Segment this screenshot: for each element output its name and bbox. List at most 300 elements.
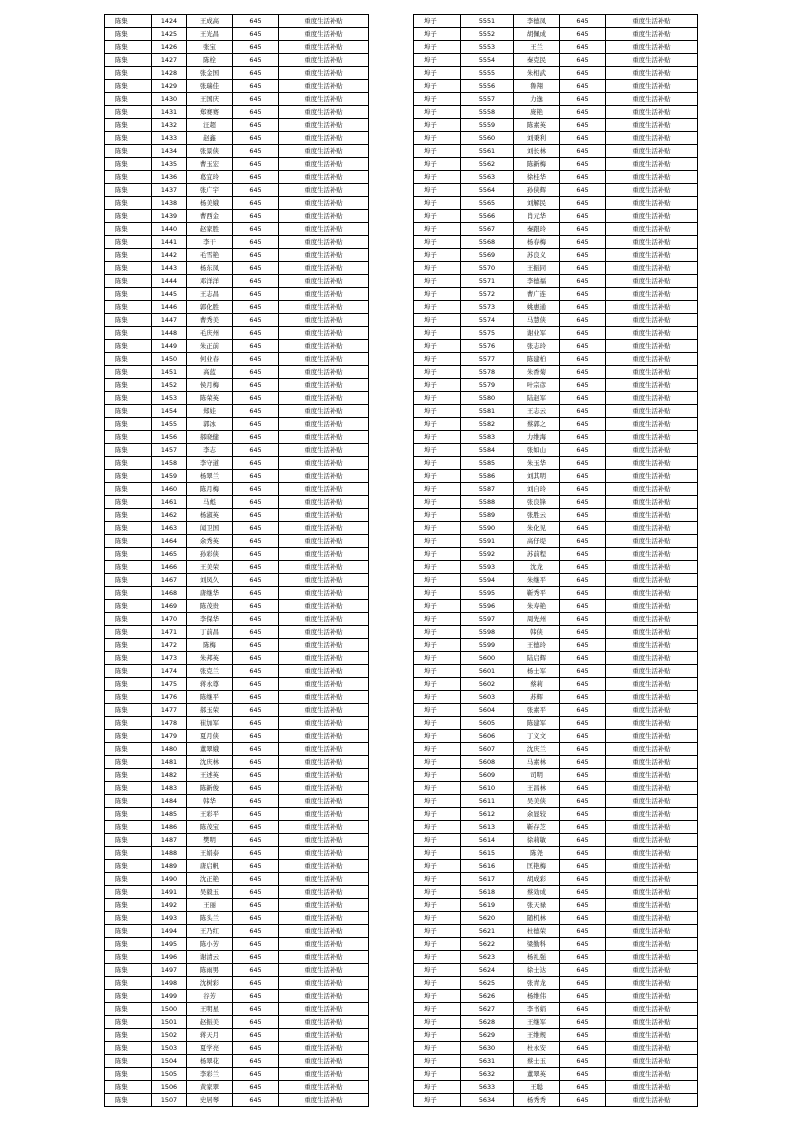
number-cell: 5555 bbox=[461, 67, 514, 80]
table-row bbox=[414, 145, 698, 158]
category-cell: 重度生活补贴 bbox=[279, 483, 369, 496]
name-cell: 张广宇 bbox=[187, 184, 233, 197]
town-cell: 埠子 bbox=[414, 1042, 461, 1055]
number-cell: 5594 bbox=[461, 574, 514, 587]
number-cell: 5590 bbox=[461, 522, 514, 535]
amount-cell: 645 bbox=[560, 483, 606, 496]
number-cell: 1461 bbox=[152, 496, 187, 509]
town-cell: 陈集 bbox=[105, 743, 152, 756]
number-cell: 1438 bbox=[152, 197, 187, 210]
category-cell: 重度生活补贴 bbox=[606, 860, 698, 873]
town-cell: 埠子 bbox=[414, 67, 461, 80]
left-table-body bbox=[105, 15, 369, 1107]
table-row bbox=[105, 275, 369, 288]
town-cell: 埠子 bbox=[414, 860, 461, 873]
category-cell: 重度生活补贴 bbox=[606, 223, 698, 236]
table-row bbox=[105, 80, 369, 93]
number-cell: 5568 bbox=[461, 236, 514, 249]
number-cell: 5589 bbox=[461, 509, 514, 522]
table-row bbox=[105, 535, 369, 548]
table-row bbox=[105, 41, 369, 54]
amount-cell: 645 bbox=[560, 808, 606, 821]
amount-cell: 645 bbox=[233, 327, 279, 340]
number-cell: 5630 bbox=[461, 1042, 514, 1055]
town-cell: 陈集 bbox=[105, 288, 152, 301]
table-row bbox=[414, 912, 698, 925]
amount-cell: 645 bbox=[233, 431, 279, 444]
number-cell: 1444 bbox=[152, 275, 187, 288]
table-row bbox=[105, 730, 369, 743]
number-cell: 1426 bbox=[152, 41, 187, 54]
name-cell: 李守道 bbox=[187, 457, 233, 470]
category-cell: 重度生活补贴 bbox=[606, 275, 698, 288]
number-cell: 5580 bbox=[461, 392, 514, 405]
number-cell: 5612 bbox=[461, 808, 514, 821]
amount-cell: 645 bbox=[233, 1029, 279, 1042]
category-cell: 重度生活补贴 bbox=[606, 444, 698, 457]
number-cell: 1454 bbox=[152, 405, 187, 418]
name-cell: 王振同 bbox=[514, 262, 560, 275]
amount-cell: 645 bbox=[233, 93, 279, 106]
name-cell: 唐启帆 bbox=[187, 860, 233, 873]
town-cell: 陈集 bbox=[105, 717, 152, 730]
table-row bbox=[414, 782, 698, 795]
table-row bbox=[105, 860, 369, 873]
amount-cell: 645 bbox=[560, 587, 606, 600]
number-cell: 5564 bbox=[461, 184, 514, 197]
town-cell: 埠子 bbox=[414, 691, 461, 704]
number-cell: 5609 bbox=[461, 769, 514, 782]
town-cell: 陈集 bbox=[105, 15, 152, 28]
amount-cell: 645 bbox=[233, 483, 279, 496]
number-cell: 5579 bbox=[461, 379, 514, 392]
number-cell: 1500 bbox=[152, 1003, 187, 1016]
town-cell: 埠子 bbox=[414, 80, 461, 93]
number-cell: 1452 bbox=[152, 379, 187, 392]
number-cell: 1478 bbox=[152, 717, 187, 730]
number-cell: 1477 bbox=[152, 704, 187, 717]
name-cell: 邓洋洋 bbox=[187, 275, 233, 288]
category-cell: 重度生活补贴 bbox=[606, 951, 698, 964]
town-cell: 埠子 bbox=[414, 704, 461, 717]
table-row bbox=[105, 756, 369, 769]
amount-cell: 645 bbox=[233, 730, 279, 743]
number-cell: 5554 bbox=[461, 54, 514, 67]
town-cell: 埠子 bbox=[414, 197, 461, 210]
number-cell: 1440 bbox=[152, 223, 187, 236]
town-cell: 埠子 bbox=[414, 54, 461, 67]
town-cell: 陈集 bbox=[105, 197, 152, 210]
name-cell: 夏学亮 bbox=[187, 1042, 233, 1055]
number-cell: 1502 bbox=[152, 1029, 187, 1042]
category-cell: 重度生活补贴 bbox=[606, 262, 698, 275]
amount-cell: 645 bbox=[560, 613, 606, 626]
name-cell: 朱邦英 bbox=[187, 652, 233, 665]
number-cell: 1466 bbox=[152, 561, 187, 574]
number-cell: 5621 bbox=[461, 925, 514, 938]
town-cell: 陈集 bbox=[105, 834, 152, 847]
category-cell: 重度生活补贴 bbox=[606, 912, 698, 925]
category-cell: 重度生活补贴 bbox=[606, 899, 698, 912]
category-cell: 重度生活补贴 bbox=[606, 587, 698, 600]
amount-cell: 645 bbox=[233, 795, 279, 808]
name-cell: 陈新俊 bbox=[187, 782, 233, 795]
category-cell: 重度生活补贴 bbox=[279, 717, 369, 730]
name-cell: 李彩兰 bbox=[187, 1068, 233, 1081]
table-row bbox=[414, 925, 698, 938]
table-row bbox=[414, 600, 698, 613]
table-row bbox=[105, 873, 369, 886]
category-cell: 重度生活补贴 bbox=[606, 795, 698, 808]
number-cell: 1486 bbox=[152, 821, 187, 834]
category-cell: 重度生活补贴 bbox=[606, 418, 698, 431]
town-cell: 埠子 bbox=[414, 951, 461, 964]
town-cell: 陈集 bbox=[105, 132, 152, 145]
town-cell: 埠子 bbox=[414, 769, 461, 782]
category-cell: 重度生活补贴 bbox=[279, 600, 369, 613]
town-cell: 埠子 bbox=[414, 795, 461, 808]
name-cell: 唐继华 bbox=[187, 587, 233, 600]
category-cell: 重度生活补贴 bbox=[606, 678, 698, 691]
number-cell: 5583 bbox=[461, 431, 514, 444]
category-cell: 重度生活补贴 bbox=[606, 54, 698, 67]
amount-cell: 645 bbox=[233, 509, 279, 522]
town-cell: 埠子 bbox=[414, 821, 461, 834]
category-cell: 重度生活补贴 bbox=[279, 405, 369, 418]
category-cell: 重度生活补贴 bbox=[279, 106, 369, 119]
category-cell: 重度生活补贴 bbox=[279, 392, 369, 405]
town-cell: 陈集 bbox=[105, 158, 152, 171]
category-cell: 重度生活补贴 bbox=[606, 171, 698, 184]
name-cell: 陈茂贵 bbox=[187, 600, 233, 613]
number-cell: 5605 bbox=[461, 717, 514, 730]
category-cell: 重度生活补贴 bbox=[279, 457, 369, 470]
table-row bbox=[105, 990, 369, 1003]
name-cell: 张青龙 bbox=[514, 977, 560, 990]
number-cell: 1480 bbox=[152, 743, 187, 756]
name-cell: 陈雨男 bbox=[187, 964, 233, 977]
category-cell: 重度生活补贴 bbox=[606, 717, 698, 730]
name-cell: 王丽 bbox=[187, 899, 233, 912]
category-cell: 重度生活补贴 bbox=[279, 1016, 369, 1029]
amount-cell: 645 bbox=[233, 145, 279, 158]
table-row bbox=[414, 223, 698, 236]
town-cell: 陈集 bbox=[105, 392, 152, 405]
amount-cell: 645 bbox=[560, 795, 606, 808]
number-cell: 1474 bbox=[152, 665, 187, 678]
amount-cell: 645 bbox=[560, 600, 606, 613]
category-cell: 重度生活补贴 bbox=[606, 704, 698, 717]
town-cell: 埠子 bbox=[414, 886, 461, 899]
number-cell: 1495 bbox=[152, 938, 187, 951]
table-row bbox=[105, 834, 369, 847]
table-row bbox=[414, 1055, 698, 1068]
table-row bbox=[414, 704, 698, 717]
town-cell: 埠子 bbox=[414, 574, 461, 587]
town-cell: 埠子 bbox=[414, 1055, 461, 1068]
town-cell: 埠子 bbox=[414, 418, 461, 431]
town-cell: 埠子 bbox=[414, 782, 461, 795]
town-cell: 埠子 bbox=[414, 158, 461, 171]
category-cell: 重度生活补贴 bbox=[606, 964, 698, 977]
name-cell: 陈梅 bbox=[187, 639, 233, 652]
amount-cell: 645 bbox=[560, 847, 606, 860]
number-cell: 5595 bbox=[461, 587, 514, 600]
name-cell: 陈建军 bbox=[514, 717, 560, 730]
amount-cell: 645 bbox=[233, 717, 279, 730]
table-row bbox=[105, 1068, 369, 1081]
town-cell: 陈集 bbox=[105, 171, 152, 184]
town-cell: 陈集 bbox=[105, 730, 152, 743]
town-cell: 埠子 bbox=[414, 431, 461, 444]
name-cell: 杨美娥 bbox=[187, 197, 233, 210]
amount-cell: 645 bbox=[233, 314, 279, 327]
amount-cell: 645 bbox=[233, 964, 279, 977]
amount-cell: 645 bbox=[560, 275, 606, 288]
table-row bbox=[105, 379, 369, 392]
table-row bbox=[105, 717, 369, 730]
amount-cell: 645 bbox=[233, 171, 279, 184]
town-cell: 陈集 bbox=[105, 223, 152, 236]
number-cell: 5587 bbox=[461, 483, 514, 496]
name-cell: 杨维伟 bbox=[514, 990, 560, 1003]
number-cell: 1450 bbox=[152, 353, 187, 366]
amount-cell: 645 bbox=[233, 1003, 279, 1016]
number-cell: 5600 bbox=[461, 652, 514, 665]
table-row bbox=[414, 587, 698, 600]
name-cell: 张克兰 bbox=[187, 665, 233, 678]
amount-cell: 645 bbox=[560, 782, 606, 795]
town-cell: 陈集 bbox=[105, 327, 152, 340]
name-cell: 赵家胜 bbox=[187, 223, 233, 236]
amount-cell: 645 bbox=[233, 665, 279, 678]
town-cell: 埠子 bbox=[414, 652, 461, 665]
amount-cell: 645 bbox=[560, 574, 606, 587]
table-row bbox=[105, 977, 369, 990]
town-cell: 陈集 bbox=[105, 379, 152, 392]
name-cell: 刘自玲 bbox=[514, 483, 560, 496]
name-cell: 陈头兰 bbox=[187, 912, 233, 925]
amount-cell: 645 bbox=[233, 353, 279, 366]
category-cell: 重度生活补贴 bbox=[279, 704, 369, 717]
category-cell: 重度生活补贴 bbox=[606, 743, 698, 756]
category-cell: 重度生活补贴 bbox=[606, 80, 698, 93]
name-cell: 姚惠通 bbox=[514, 301, 560, 314]
town-cell: 陈集 bbox=[105, 756, 152, 769]
table-row bbox=[105, 1055, 369, 1068]
amount-cell: 645 bbox=[560, 171, 606, 184]
table-row bbox=[105, 28, 369, 41]
category-cell: 重度生活补贴 bbox=[606, 41, 698, 54]
name-cell: 闻卫国 bbox=[187, 522, 233, 535]
table-row bbox=[414, 288, 698, 301]
name-cell: 王维规 bbox=[514, 1029, 560, 1042]
category-cell: 重度生活补贴 bbox=[279, 470, 369, 483]
table-row bbox=[414, 938, 698, 951]
category-cell: 重度生活补贴 bbox=[279, 262, 369, 275]
town-cell: 陈集 bbox=[105, 899, 152, 912]
category-cell: 重度生活补贴 bbox=[606, 977, 698, 990]
table-row bbox=[105, 184, 369, 197]
amount-cell: 645 bbox=[560, 886, 606, 899]
town-cell: 埠子 bbox=[414, 106, 461, 119]
name-cell: 赵鑫 bbox=[187, 132, 233, 145]
number-cell: 5629 bbox=[461, 1029, 514, 1042]
name-cell: 余显较 bbox=[514, 808, 560, 821]
category-cell: 重度生活补贴 bbox=[279, 288, 369, 301]
category-cell: 重度生活补贴 bbox=[279, 171, 369, 184]
amount-cell: 645 bbox=[233, 41, 279, 54]
category-cell: 重度生活补贴 bbox=[279, 548, 369, 561]
category-cell: 重度生活补贴 bbox=[606, 509, 698, 522]
name-cell: 张胜云 bbox=[514, 509, 560, 522]
name-cell: 靳秀平 bbox=[514, 587, 560, 600]
number-cell: 1427 bbox=[152, 54, 187, 67]
table-row bbox=[414, 54, 698, 67]
name-cell: 孙彩侠 bbox=[187, 548, 233, 561]
name-cell: 李志 bbox=[187, 444, 233, 457]
table-row bbox=[414, 314, 698, 327]
category-cell: 重度生活补贴 bbox=[606, 535, 698, 548]
table-row bbox=[105, 392, 369, 405]
number-cell: 1468 bbox=[152, 587, 187, 600]
table-row bbox=[105, 964, 369, 977]
number-cell: 5591 bbox=[461, 535, 514, 548]
table-row bbox=[414, 171, 698, 184]
number-cell: 1458 bbox=[152, 457, 187, 470]
number-cell: 1451 bbox=[152, 366, 187, 379]
town-cell: 埠子 bbox=[414, 340, 461, 353]
category-cell: 重度生活补贴 bbox=[279, 574, 369, 587]
name-cell: 曹玉宏 bbox=[187, 158, 233, 171]
town-cell: 埠子 bbox=[414, 873, 461, 886]
category-cell: 重度生活补贴 bbox=[606, 431, 698, 444]
town-cell: 陈集 bbox=[105, 119, 152, 132]
name-cell: 杨秀秀 bbox=[514, 1094, 560, 1107]
amount-cell: 645 bbox=[233, 574, 279, 587]
name-cell: 苏辉 bbox=[514, 691, 560, 704]
name-cell: 史居琴 bbox=[187, 1094, 233, 1107]
table-row bbox=[414, 28, 698, 41]
table-row bbox=[105, 210, 369, 223]
town-cell: 埠子 bbox=[414, 990, 461, 1003]
number-cell: 1471 bbox=[152, 626, 187, 639]
category-cell: 重度生活补贴 bbox=[606, 379, 698, 392]
number-cell: 1429 bbox=[152, 80, 187, 93]
category-cell: 重度生活补贴 bbox=[606, 1068, 698, 1081]
category-cell: 重度生活补贴 bbox=[606, 340, 698, 353]
amount-cell: 645 bbox=[233, 392, 279, 405]
number-cell: 5617 bbox=[461, 873, 514, 886]
table-row bbox=[105, 899, 369, 912]
town-cell: 埠子 bbox=[414, 236, 461, 249]
category-cell: 重度生活补贴 bbox=[606, 925, 698, 938]
table-row bbox=[105, 301, 369, 314]
table-row bbox=[105, 652, 369, 665]
town-cell: 埠子 bbox=[414, 1094, 461, 1107]
name-cell: 秦克民 bbox=[514, 54, 560, 67]
table-row bbox=[414, 834, 698, 847]
category-cell: 重度生活补贴 bbox=[606, 652, 698, 665]
table-row bbox=[414, 132, 698, 145]
category-cell: 重度生活补贴 bbox=[606, 353, 698, 366]
town-cell: 埠子 bbox=[414, 249, 461, 262]
category-cell: 重度生活补贴 bbox=[606, 314, 698, 327]
amount-cell: 645 bbox=[233, 899, 279, 912]
amount-cell: 645 bbox=[233, 652, 279, 665]
town-cell: 陈集 bbox=[105, 80, 152, 93]
table-row bbox=[414, 483, 698, 496]
town-cell: 埠子 bbox=[414, 444, 461, 457]
number-cell: 1424 bbox=[152, 15, 187, 28]
category-cell: 重度生活补贴 bbox=[279, 379, 369, 392]
town-cell: 陈集 bbox=[105, 977, 152, 990]
category-cell: 重度生活补贴 bbox=[606, 67, 698, 80]
town-cell: 陈集 bbox=[105, 938, 152, 951]
town-cell: 埠子 bbox=[414, 834, 461, 847]
amount-cell: 645 bbox=[233, 522, 279, 535]
name-cell: 蔡効成 bbox=[514, 886, 560, 899]
town-cell: 埠子 bbox=[414, 275, 461, 288]
table-row bbox=[414, 535, 698, 548]
category-cell: 重度生活补贴 bbox=[606, 522, 698, 535]
number-cell: 5626 bbox=[461, 990, 514, 1003]
number-cell: 5618 bbox=[461, 886, 514, 899]
name-cell: 汪超 bbox=[187, 119, 233, 132]
amount-cell: 645 bbox=[233, 600, 279, 613]
amount-cell: 645 bbox=[233, 275, 279, 288]
town-cell: 陈集 bbox=[105, 652, 152, 665]
number-cell: 1430 bbox=[152, 93, 187, 106]
number-cell: 1459 bbox=[152, 470, 187, 483]
amount-cell: 645 bbox=[560, 288, 606, 301]
number-cell: 5561 bbox=[461, 145, 514, 158]
table-row bbox=[105, 912, 369, 925]
category-cell: 重度生活补贴 bbox=[279, 301, 369, 314]
name-cell: 王昌林 bbox=[514, 782, 560, 795]
amount-cell: 645 bbox=[560, 756, 606, 769]
table-row bbox=[414, 522, 698, 535]
name-cell: 刘长林 bbox=[514, 145, 560, 158]
name-cell: 苏良义 bbox=[514, 249, 560, 262]
table-row bbox=[105, 1029, 369, 1042]
category-cell: 重度生活补贴 bbox=[606, 600, 698, 613]
town-cell: 埠子 bbox=[414, 41, 461, 54]
name-cell: 靳存芝 bbox=[514, 821, 560, 834]
name-cell: 王乃红 bbox=[187, 925, 233, 938]
number-cell: 5615 bbox=[461, 847, 514, 860]
amount-cell: 645 bbox=[560, 1094, 606, 1107]
town-cell: 陈集 bbox=[105, 28, 152, 41]
number-cell: 1434 bbox=[152, 145, 187, 158]
category-cell: 重度生活补贴 bbox=[606, 821, 698, 834]
town-cell: 埠子 bbox=[414, 353, 461, 366]
town-cell: 埠子 bbox=[414, 405, 461, 418]
table-row bbox=[105, 366, 369, 379]
amount-cell: 645 bbox=[560, 41, 606, 54]
amount-cell: 645 bbox=[233, 184, 279, 197]
number-cell: 5563 bbox=[461, 171, 514, 184]
category-cell: 重度生活补贴 bbox=[279, 886, 369, 899]
category-cell: 重度生活补贴 bbox=[279, 769, 369, 782]
number-cell: 5581 bbox=[461, 405, 514, 418]
name-cell: 杨翠兰 bbox=[187, 470, 233, 483]
town-cell: 埠子 bbox=[414, 1016, 461, 1029]
category-cell: 重度生活补贴 bbox=[606, 1042, 698, 1055]
table-row bbox=[414, 67, 698, 80]
name-cell: 陈新梅 bbox=[514, 158, 560, 171]
amount-cell: 645 bbox=[560, 132, 606, 145]
